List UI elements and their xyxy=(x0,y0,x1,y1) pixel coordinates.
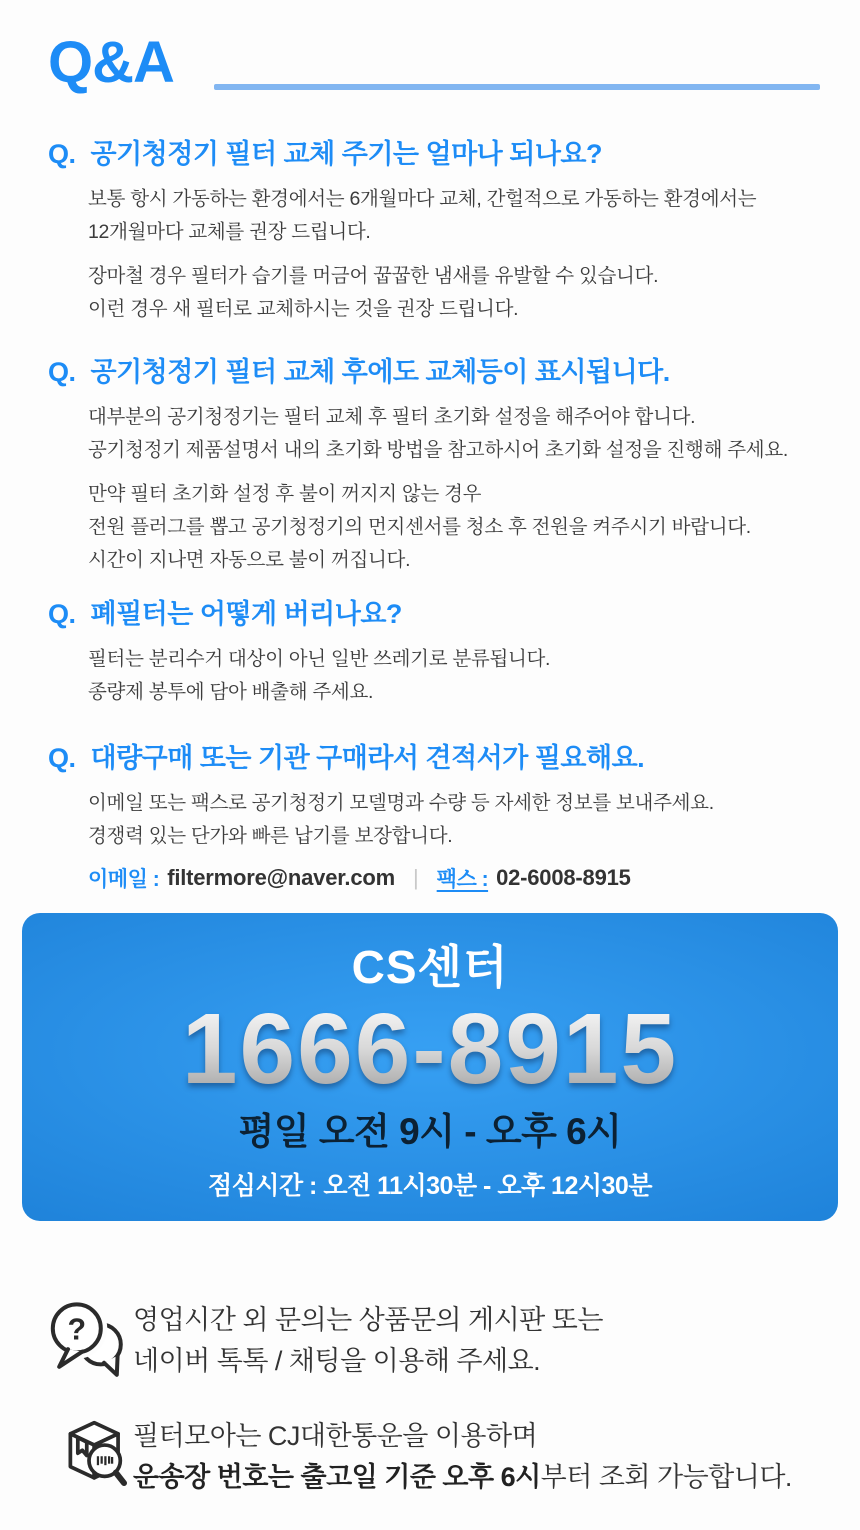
note-regular-segment: 부터 조회 가능합니다. xyxy=(540,1461,792,1492)
question-block-4 xyxy=(48,742,818,893)
question-heading-row xyxy=(48,598,818,630)
question-heading-row xyxy=(48,356,818,388)
question-block-3 xyxy=(48,598,818,709)
cs-center-hours: 평일 오전 9시 - 오후 6시 xyxy=(238,1111,622,1152)
answer-paragraph xyxy=(88,401,818,467)
answer-line: 필터는 분리수거 대상이 아닌 일반 쓰레기로 분류됩니다. xyxy=(88,648,551,670)
answer-body xyxy=(88,183,818,326)
answer-paragraph xyxy=(88,260,818,326)
email-label: 이메일 : xyxy=(88,868,160,891)
note-line: 네이버 톡톡 / 채팅을 이용해 주세요. xyxy=(133,1345,541,1376)
question-heading: 공기청정기 필터 교체 후에도 교체등이 표시됩니다. xyxy=(90,357,670,387)
answer-line: 이런 경우 새 필터로 교체하시는 것을 권장 드립니다. xyxy=(88,298,519,320)
question-heading-row xyxy=(48,742,818,774)
answer-body xyxy=(88,787,818,853)
note-line: 필터모아는 CJ대한통운을 이용하며 xyxy=(133,1420,538,1451)
cs-center-banner xyxy=(22,913,838,1221)
question-block-2 xyxy=(48,356,818,577)
answer-line: 전원 플러그를 뽑고 공기청정기의 먼지센서를 청소 후 전원을 켜주시기 바랍니다. xyxy=(88,516,751,538)
q-prefix: Q. xyxy=(48,357,76,387)
answer-line: 만약 필터 초기화 설정 후 불이 꺼지지 않는 경우 xyxy=(88,483,482,505)
q-prefix: Q. xyxy=(48,599,76,629)
answer-paragraph xyxy=(88,643,818,709)
cs-center-lunch-hours: 점심시간 : 오전 11시30분 - 오후 12시30분 xyxy=(208,1172,652,1200)
package-search-icon xyxy=(48,1406,133,1507)
contact-row xyxy=(88,863,818,893)
answer-line: 대부분의 공기청정기는 필터 교체 후 필터 초기화 설정을 해주어야 합니다. xyxy=(88,406,696,428)
answer-line: 공기청정기 제품설명서 내의 초기화 방법을 참고하시어 초기화 설정을 진행해 주세요. xyxy=(88,439,788,461)
question-heading: 공기청정기 필터 교체 주기는 얼마나 되나요? xyxy=(90,139,602,169)
question-heading-row xyxy=(48,138,818,170)
chat-question-icon xyxy=(48,1288,133,1393)
q-prefix: Q. xyxy=(48,139,76,169)
svg-text:?: ? xyxy=(67,1312,87,1347)
note-line: 영업시간 외 문의는 상품문의 게시판 또는 xyxy=(133,1304,603,1335)
cs-center-phone-number: 1666-8915 xyxy=(181,993,679,1105)
shipping-note-text xyxy=(133,1416,792,1498)
answer-line: 보통 항시 가동하는 환경에서는 6개월마다 교체, 간헐적으로 가동하는 환경에서는 xyxy=(88,188,757,210)
answer-paragraph xyxy=(88,183,818,249)
page-title: Q&A xyxy=(48,30,174,95)
answer-paragraph xyxy=(88,787,818,853)
shipping-note xyxy=(48,1406,838,1507)
answer-line: 12개월마다 교체를 권장 드립니다. xyxy=(88,221,371,243)
answer-line: 종량제 봉투에 담아 배출해 주세요. xyxy=(88,681,374,703)
question-heading: 대량구매 또는 기관 구매라서 견적서가 필요해요. xyxy=(90,743,645,773)
fax-label: 팩스 : xyxy=(436,868,489,891)
title-underline xyxy=(214,84,820,90)
question-block-1 xyxy=(48,138,818,326)
answer-body xyxy=(88,643,818,709)
answer-line: 경쟁력 있는 단가와 빠른 납기를 보장합니다. xyxy=(88,825,453,847)
answer-line: 시간이 지나면 자동으로 불이 꺼집니다. xyxy=(88,549,411,571)
answer-line: 장마철 경우 필터가 습기를 머금어 꿉꿉한 냄새를 유발할 수 있습니다. xyxy=(88,265,659,287)
q-prefix: Q. xyxy=(48,743,76,773)
email-address: filtermore@naver.com xyxy=(167,865,395,890)
note-line xyxy=(133,1457,792,1498)
cs-center-title: CS센터 xyxy=(351,941,509,993)
inquiry-note-text xyxy=(133,1300,603,1382)
answer-body xyxy=(88,401,818,577)
answer-paragraph xyxy=(88,478,818,577)
inquiry-note xyxy=(48,1288,838,1393)
fax-number: 02-6008-8915 xyxy=(496,865,631,890)
question-heading: 폐필터는 어떻게 버리나요? xyxy=(90,599,402,629)
note-bold-segment: 운송장 번호는 출고일 기준 오후 6시 xyxy=(133,1461,541,1492)
answer-line: 이메일 또는 팩스로 공기청정기 모델명과 수량 등 자세한 정보를 보내주세요. xyxy=(88,792,714,814)
contact-divider: | xyxy=(412,865,419,890)
